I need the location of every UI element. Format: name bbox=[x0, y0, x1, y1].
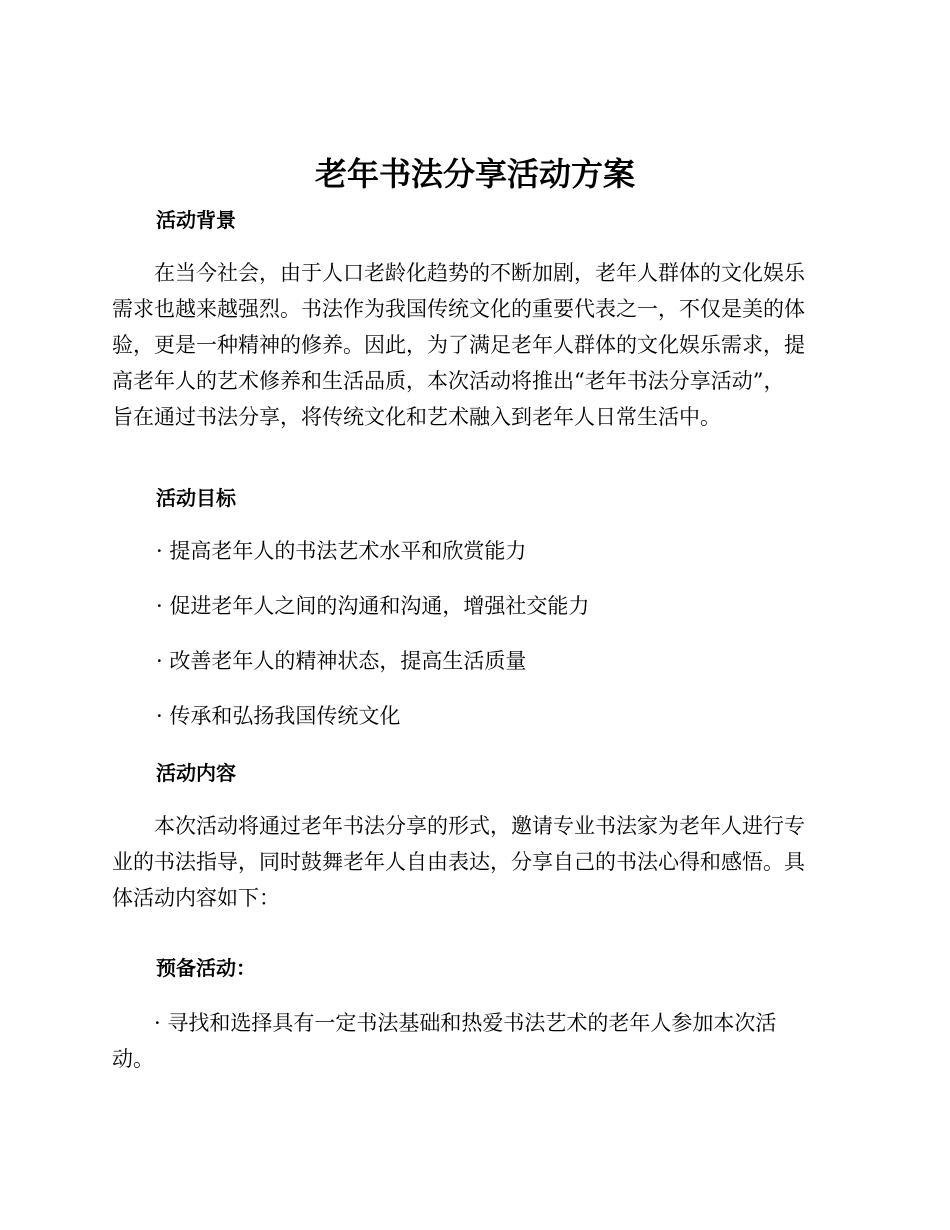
background-paragraph bbox=[112, 255, 832, 435]
preparation-paragraph bbox=[112, 1005, 832, 1077]
goal-list-item: · 提高老年人的书法艺术水平和欣赏能力 bbox=[156, 539, 527, 563]
paragraph-line: 在当今社会，由于人口老龄化趋势的不断加剧，老年人群体的文化娱乐 bbox=[154, 261, 805, 285]
goal-list-item: · 促进老年人之间的沟通和沟通，增强社交能力 bbox=[156, 594, 590, 618]
content-paragraph bbox=[112, 808, 832, 916]
goal-list-item: · 改善老年人的精神状态，提高生活质量 bbox=[156, 649, 527, 673]
section-heading-goals: 活动目标 bbox=[156, 486, 236, 510]
section-heading-background: 活动背景 bbox=[156, 208, 236, 232]
paragraph-line: 体活动内容如下： bbox=[112, 886, 280, 910]
goal-list-item: · 传承和弘扬我国传统文化 bbox=[156, 704, 401, 728]
paragraph-line: 业的书法指导，同时鼓舞老年人自由表达，分享自己的书法心得和感悟。具 bbox=[112, 850, 805, 874]
section-heading-content: 活动内容 bbox=[156, 761, 236, 785]
paragraph-line: 高老年人的艺术修养和生活品质，本次活动将推出“老年书法分享活动”， bbox=[112, 369, 785, 393]
section-heading-preparation: 预备活动： bbox=[156, 956, 256, 980]
paragraph-line: · 寻找和选择具有一定书法基础和热爱书法艺术的老年人参加本次活 bbox=[154, 1011, 777, 1035]
paragraph-line: 旨在通过书法分享，将传统文化和艺术融入到老年人日常生活中。 bbox=[112, 405, 721, 429]
paragraph-line: 需求也越来越强烈。书法作为我国传统文化的重要代表之一，不仅是美的体 bbox=[112, 297, 805, 321]
paragraph-line: 本次活动将通过老年书法分享的形式，邀请专业书法家为老年人进行专 bbox=[154, 814, 805, 838]
paragraph-line: 动。 bbox=[112, 1047, 154, 1071]
document-title: 老年书法分享活动方案 bbox=[314, 155, 635, 193]
paragraph-line: 验，更是一种精神的修养。因此，为了满足老年人群体的文化娱乐需求，提 bbox=[112, 333, 805, 357]
